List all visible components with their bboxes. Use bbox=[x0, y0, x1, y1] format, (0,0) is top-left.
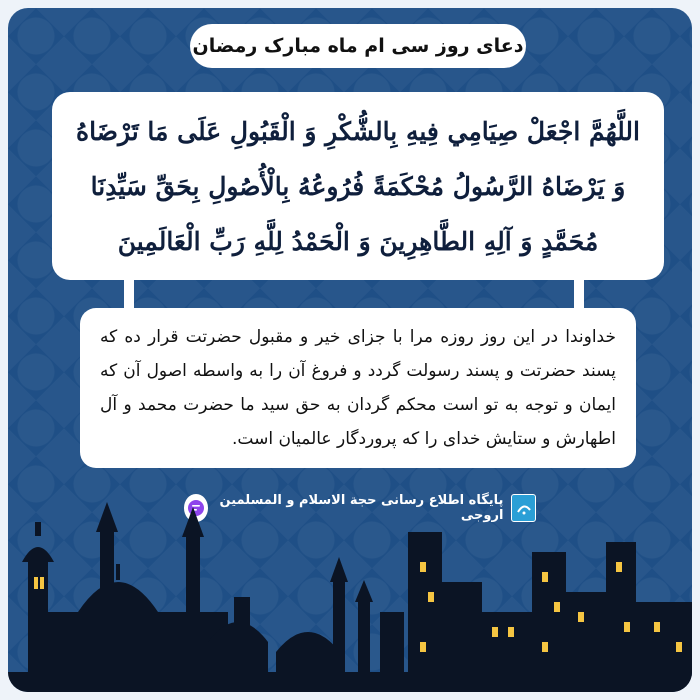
arabic-prayer-text: اللَّهُمَّ اجْعَلْ صِيَامِي فِيهِ بِالشُّكْرِ وَ الْقَبُولِ عَلَى مَا تَرْضَاهُ وَ يَرْضَاهُ الرَّسُولُ مُحْكَمَةً فُرُوعُهُ بِالْأُصُولِ بِحَقِّ سَيِّدِنَا مُحَمَّدٍ وَ آلِهِ الطَّاهِرِينَ وَ الْحَمْدُ لِلَّهِ رَبِّ الْعَالَمِينَ bbox=[76, 117, 640, 256]
connector-right bbox=[574, 280, 584, 310]
title-pill bbox=[190, 24, 526, 68]
poster-title: دعای روز سی ام ماه مبارک رمضان bbox=[192, 35, 524, 57]
persian-translation-text: خداوندا در این روز روزه مرا با جزای خیر و مقبول حضرتت قرار ده که پسند حضرتت و پسند رسولت گردد و فروغ آن را به واسطه اصول آن که ایمان و توجه به تو است محکم گردان به حق سید ما حضرت محمد و آل اطهارش و ستایش خدای را که پروردگار عالمیان است. bbox=[100, 327, 616, 449]
city-skyline-silhouette bbox=[8, 492, 692, 692]
poster-card bbox=[8, 8, 692, 692]
arabic-prayer-box bbox=[52, 92, 664, 280]
persian-translation-box bbox=[80, 308, 636, 468]
connector-left bbox=[124, 280, 134, 310]
footer-text: پایگاه اطلاع رسانی حجة الاسلام و المسلمین اروجی bbox=[219, 493, 504, 523]
